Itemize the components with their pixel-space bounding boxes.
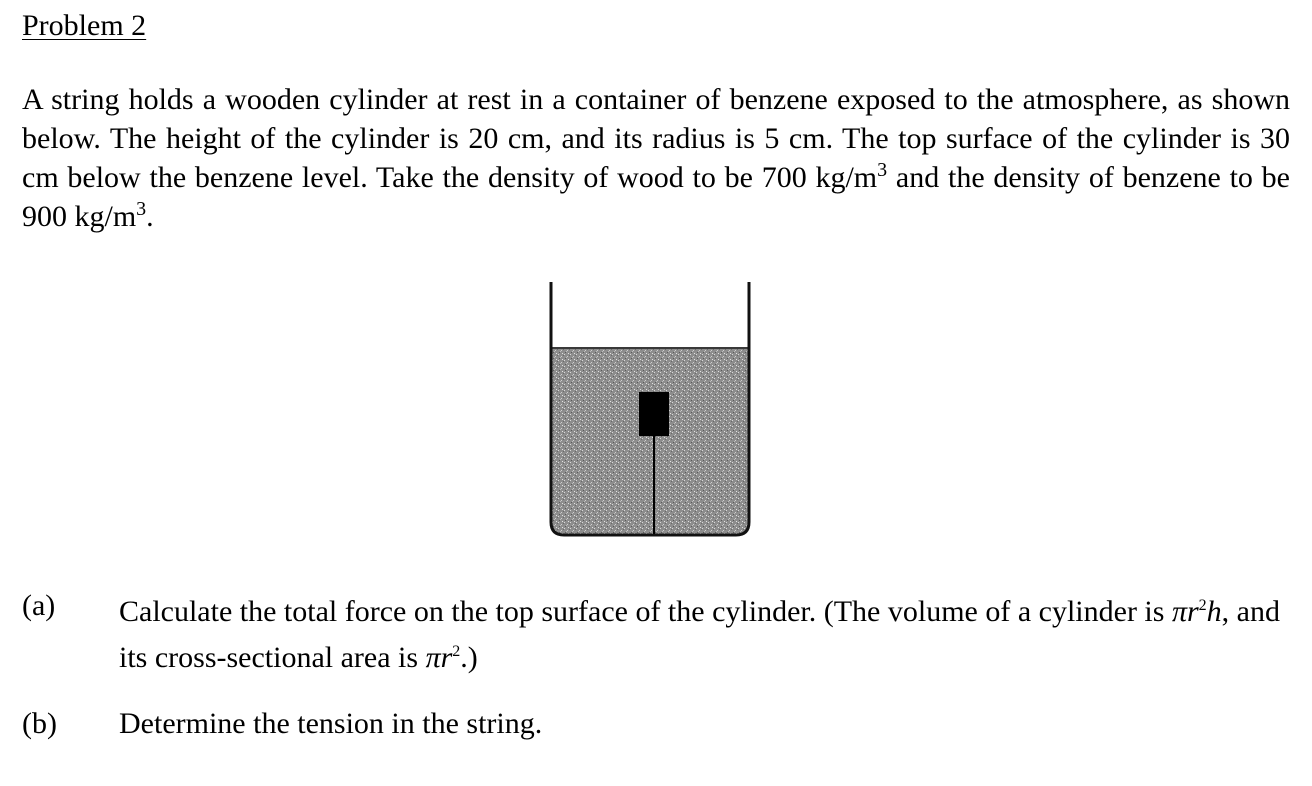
part-a-text-2: , and its cross-sectional area is <box>119 595 1280 674</box>
intro-text-2: and the density of benzene to be 900 kg/m <box>22 161 1290 233</box>
container-svg <box>528 276 764 552</box>
question-part-a <box>22 586 1302 676</box>
part-a-text <box>119 586 1299 678</box>
intro-superscript-1: 3 <box>877 159 888 181</box>
wooden-cylinder <box>639 392 669 436</box>
intro-text-3: . <box>146 200 154 233</box>
volume-formula <box>1172 595 1222 628</box>
intro-superscript-2: 3 <box>136 198 147 220</box>
problem-intro <box>22 80 1290 236</box>
area-formula-exponent: 2 <box>452 643 461 660</box>
part-a-label: (a) <box>22 589 56 622</box>
question-part-b <box>22 704 1302 748</box>
problem-title: Problem 2 <box>22 9 147 42</box>
intro-text-1: A string holds a wooden cylinder at rest in a container of benzene exposed to the atmosphere, as shown below. The height of the cylinder is 20 cm, and its radius is 5 cm. The top surface of the cylinder is 30 cm below the benzene level. Take the density of wood to be 700 kg/m <box>22 83 1290 194</box>
benzene-container-diagram <box>528 276 764 552</box>
part-a-text-1: Calculate the total force on the top surface of the cylinder. (The volume of a cylinder is <box>119 595 1172 628</box>
volume-formula-exponent: 2 <box>1198 597 1207 614</box>
part-b-text: Determine the tension in the string. <box>119 707 543 740</box>
volume-formula-base: πr <box>1171 595 1199 628</box>
area-formula <box>426 641 461 674</box>
part-a-text-3: .) <box>460 641 478 674</box>
benzene-liquid <box>552 348 748 534</box>
area-formula-base: πr <box>425 641 453 674</box>
part-b-label: (b) <box>22 707 57 740</box>
volume-formula-h: h <box>1206 595 1222 628</box>
